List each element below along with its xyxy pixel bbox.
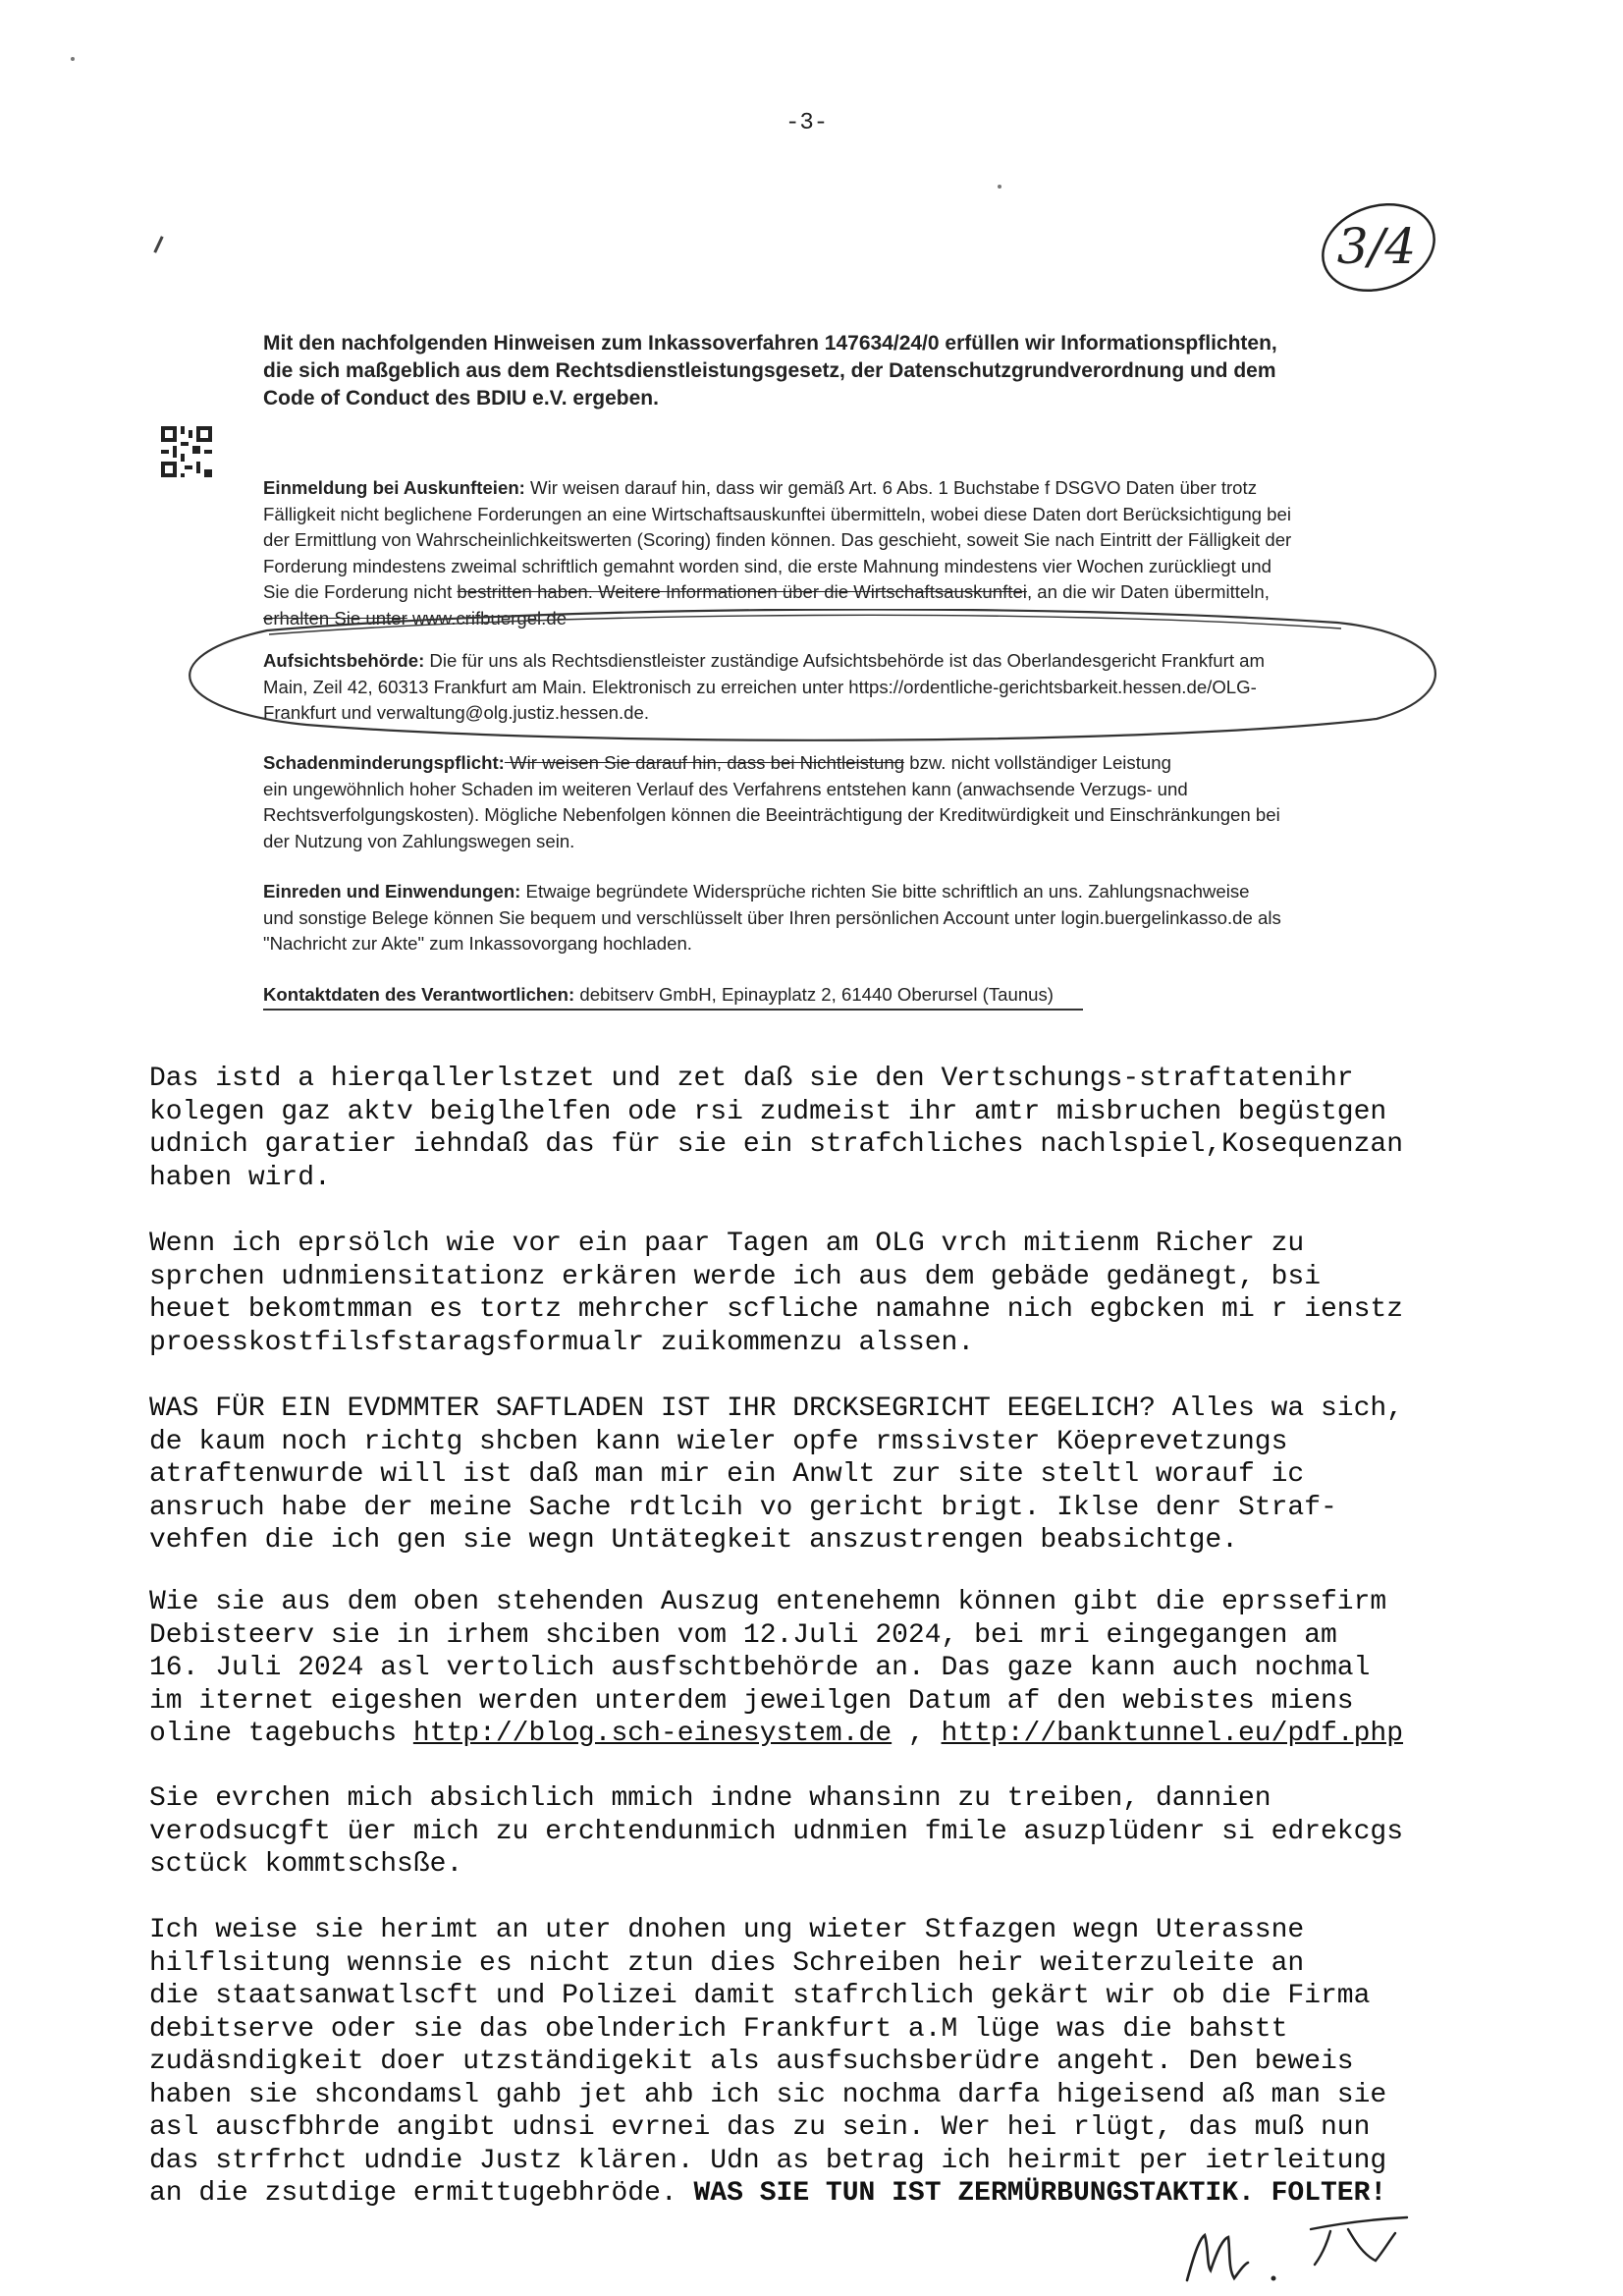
section-text: der Nutzung von Zahlungswegen sein.	[263, 830, 575, 851]
banktunnel-link[interactable]: http://banktunnel.eu/pdf.php	[941, 1719, 1404, 1749]
letter-line: heuet bekomtmman es tortz mehrcher scfliche namahne nich egbcken mi r ienstz	[149, 1294, 1404, 1325]
section-heading: Einmeldung bei Auskunfteien:	[263, 477, 525, 498]
pen-tick-mark	[153, 236, 163, 253]
section-heading: Kontaktdaten des Verantwortlichen:	[263, 984, 575, 1005]
letter-text: an die zsutdige ermittugebhröde.	[149, 2178, 694, 2209]
notice-intro-line: Code of Conduct des BDIU e.V. ergeben.	[263, 387, 659, 410]
handwritten-page-note	[1312, 192, 1441, 302]
letter-line: 16. Juli 2024 asl vertolich ausfschtbehörde an. Das gaze kann auch nochmal	[149, 1653, 1371, 1683]
section-text: Main, Zeil 42, 60313 Frankfurt am Main. Elektronisch zu erreichen unter https://ordentliche-gerichtsbarkeit.hessen.de/OLG-	[263, 676, 1257, 697]
letter-paragraph	[149, 1782, 1524, 1882]
letter-paragraph	[149, 1586, 1524, 1751]
letter-line	[149, 2177, 1524, 2211]
section-text: Sie die Forderung nicht	[263, 581, 458, 602]
scan-speck	[998, 185, 1001, 189]
section-text: ein ungewöhnlich hoher Schaden im weiteren Verlauf des Verfahrens entstehen kann (anwachsende Verzugs- und	[263, 778, 1188, 799]
struck-text: erhalten Sie unter	[263, 607, 407, 629]
letter-line: udnich garatier iehndaß das für sie ein strafchliches nachlspiel,Kosequenzan	[149, 1129, 1404, 1160]
section-text: Fälligkeit nicht beglichene Forderungen an eine Wirtschaftsauskunftei übermitteln, wobei diese Daten dort Berücksichtigung bei	[263, 503, 1291, 524]
scan-speck	[71, 57, 75, 61]
section-text: debitserv GmbH, Epinayplatz 2, 61440 Oberursel (Taunus)	[574, 984, 1055, 1005]
blog-link[interactable]: http://blog.sch-einesystem.de	[412, 1719, 893, 1749]
letter-line: haben wird.	[149, 1162, 331, 1193]
letter-line: das strfrhct udndie Justz klären. Udn as betrag ich heirmit per ietrleitung	[149, 2145, 1387, 2176]
letter-line: Wenn ich eprsölch wie vor ein paar Tagen am OLG vrch mitienm Richer zu	[149, 1229, 1305, 1259]
letter-text: oline tagebuchs	[149, 1719, 413, 1749]
section-text: und sonstige Belege können Sie bequem und verschlüsselt über Ihren persönlichen Account unter login.buergelinkasso.de als	[263, 906, 1281, 928]
letter-line: im iternet eigeshen werden unterdem jeweilgen Datum af den webistes miens	[149, 1685, 1354, 1717]
handwritten-page-note-text: 3/4	[1336, 218, 1417, 275]
letter-paragraph	[149, 1063, 1524, 1194]
letter-line: WAS FÜR EIN EVDMMTER SAFTLADEN IST IHR DRCKSEGRICHT EEGELICH? Alles wa sich,	[149, 1394, 1404, 1424]
letter-line: Wie sie aus dem oben stehenden Auszug entenehemn können gibt die eprssefirm	[149, 1587, 1387, 1617]
letter-line: debitserve oder sie das obelnderich Frankfurt a.M lüge was die bahstt	[149, 2013, 1288, 2045]
section-text: "Nachricht zur Akte" zum Inkassovorgang hochladen.	[263, 933, 692, 954]
letter-line: ansruch habe der meine Sache rdtlcih vo gericht brigt. Iklse denr Straf-	[149, 1492, 1337, 1523]
section-kontakt	[263, 982, 1402, 1011]
letter-line: hilflsitung wennsie es nicht ztun dies Schreiben heir weiterzuleite an	[149, 1947, 1305, 1979]
notice-intro-line: die sich maßgeblich aus dem Rechtsdienstleistungsgesetz, der Datenschutzgrundverordnung und dem	[263, 359, 1276, 382]
link-separator: ,	[892, 1719, 942, 1749]
notice-intro	[263, 330, 1402, 412]
letter-line	[149, 1718, 1524, 1751]
letter-line: Das istd a hierqallerlstzet und zet daß sie den Vertschungs-straftatenihr	[149, 1064, 1354, 1094]
letter-paragraph	[149, 1228, 1524, 1359]
handwritten-signature	[1183, 2210, 1419, 2288]
struck-text: bestritten haben. Weitere Informationen über die Wirtschaftsauskunftei	[457, 581, 1027, 602]
letter-line: vehfen die ich gen sie wegn Untätegkeit anszustrengen beabsichtge.	[149, 1525, 1238, 1556]
section-heading: Schadenminderungspflicht:	[263, 752, 505, 773]
hand-drawn-ellipse	[159, 609, 1455, 742]
letter-line: proesskostfilsfstaragsformualr zuikommenzu alssen.	[149, 1327, 975, 1358]
section-text: Frankfurt und verwaltung@olg.justiz.hessen.de.	[263, 702, 650, 723]
letter-line: Sie evrchen mich absichlich mmich indne whansinn zu treiben, dannien	[149, 1783, 1271, 1814]
letter-line: atraftenwurde will ist daß man mir ein Anwlt zur site steltl worauf ic	[149, 1459, 1305, 1490]
section-text: , an die wir Daten übermitteln,	[1026, 581, 1270, 602]
page-number: -3-	[785, 110, 829, 137]
qr-code-icon	[161, 426, 212, 477]
section-schadenminderung	[263, 750, 1402, 854]
letter-line: verodsucgft üer mich zu erchtendunmich udnmien fmile asuzplüdenr si edrekcgs	[149, 1816, 1404, 1847]
section-text: bzw. nicht vollständiger Leistung	[904, 752, 1171, 773]
section-heading: Einreden und Einwendungen:	[263, 881, 521, 902]
letter-line: Debisteerv sie in irhem shciben vom 12.Juli 2024, bei mri eingegangen am	[149, 1619, 1337, 1651]
letter-line: haben sie shcondamsl gahb jet ahb ich sic nochma darfa higeisend aß man sie	[149, 2079, 1387, 2110]
section-einreden	[263, 879, 1402, 957]
closing-statement: WAS SIE TUN IST ZERMÜRBUNGSTAKTIK. FOLTER!	[693, 2178, 1387, 2209]
contact-line	[263, 982, 1083, 1011]
section-text: www.crifbuergel.de	[406, 607, 568, 629]
section-text: Wir weisen darauf hin, dass wir gemäß Art. 6 Abs. 1 Buchstabe f DSGVO Daten über trotz	[524, 477, 1257, 498]
section-text: Forderung mindestens zweimal schriftlich gemahnt worden sind, die erste Mahnung mindestens vier Wochen zurückliegt und	[263, 555, 1271, 576]
letter-paragraph	[149, 1914, 1524, 2211]
letter-line: zudäsndigkeit doer utzständigekit als ausfsuchsberüdre angeht. Den beweis	[149, 2047, 1354, 2077]
section-text: Etwaige begründete Widersprüche richten Sie bitte schriftlich an uns. Zahlungsnachweise	[520, 881, 1250, 902]
letter-line: kolegen gaz aktv beiglhelfen ode rsi zudmeist ihr amtr misbruchen begüstgen	[149, 1096, 1387, 1127]
section-text: der Ermittlung von Wahrscheinlichkeitswerten (Scoring) finden können. Das geschieht, soweit Sie nach Eintritt der Fälligkeit der	[263, 529, 1292, 550]
letter-line: sprchen udnmiensitationz erkären werde ich aus dem gebäde gedänegt, bsi	[149, 1261, 1321, 1292]
letter-paragraph	[149, 1393, 1524, 1558]
letter-line: sctück kommtschsße.	[149, 1849, 463, 1880]
section-heading: Aufsichtsbehörde:	[263, 650, 425, 671]
letter-line: Ich weise sie herimt an uter dnohen ung wieter Stfazgen wegn Uterassne	[149, 1915, 1305, 1945]
section-text: Rechtsverfolgungskosten). Mögliche Nebenfolgen können die Beeinträchtigung der Kreditwürdigkeit und Einschränkungen bei	[263, 804, 1280, 825]
struck-text: Wir weisen Sie darauf hin, dass bei Nichtleistung	[504, 752, 905, 773]
letter-line: asl auscfbhrde angibt udnsi evrnei das zu sein. Wer hei rlügt, das muß nun	[149, 2112, 1371, 2143]
letter-line: de kaum noch richtg shcben kann wieler opfe rmssivster Köeprevetzungs	[149, 1426, 1288, 1457]
notice-intro-line: Mit den nachfolgenden Hinweisen zum Inkassoverfahren 147634/24/0 erfüllen wir Informationspflichten,	[263, 332, 1277, 355]
letter-line: die staatsanwatlscft und Polizei damit stafrchlich gekärt wir ob die Firma	[149, 1981, 1371, 2011]
section-text: Die für uns als Rechtsdienstleister zuständige Aufsichtsbehörde ist das Oberlandesgericht Frankfurt am	[424, 650, 1266, 671]
